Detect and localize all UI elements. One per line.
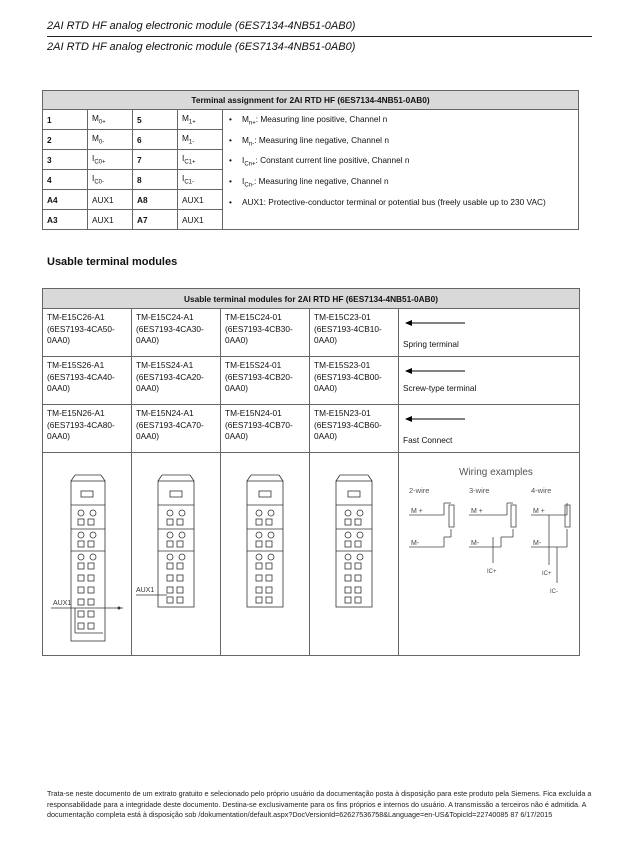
terminal-module-drawing [310, 453, 398, 653]
terminal-signal: $M_{0-}$ [88, 130, 133, 150]
terminal-signal: $I_{C0+}$ [88, 150, 133, 170]
terminal-signal: $I_{C1+}$ [178, 150, 223, 170]
module-drawing-cell [310, 453, 399, 656]
terminal-type-label: Screw-type terminal [403, 383, 477, 393]
terminal-type-label: Fast Connect [403, 435, 453, 445]
aux-label: AUX1 [53, 600, 72, 607]
terminal-signal: AUX1 [178, 210, 223, 230]
terminal-number: 8 [133, 170, 178, 190]
module-cell: TM-E15S24-01 (6ES7193-4CB20-0AA0) [221, 357, 310, 405]
m-plus-label: M + [533, 508, 545, 515]
terminal-number: 6 [133, 130, 178, 150]
terminal-signal: $I_{C0-}$ [88, 170, 133, 190]
ic-plus-label: IC+ [542, 571, 552, 577]
terminal-signal: $I_{C1-}$ [178, 170, 223, 190]
module-cell: TM-E15N24-01 (6ES7193-4CB70-0AA0) [221, 405, 310, 453]
terminal-number: 7 [133, 150, 178, 170]
ic-plus-label: IC+ [487, 569, 497, 575]
terminal-type-cell [399, 405, 580, 453]
arrow-left-icon [405, 319, 465, 327]
wire4-label: 4-wire [531, 486, 552, 495]
module-cell: TM-E15C24-A1 (6ES7193-4CA30-0AA0) [132, 309, 221, 357]
note-item: • $I_{Cn-}$: Measuring line negative, Channel n [229, 176, 572, 192]
terminal-number: 4 [43, 170, 88, 190]
terminal-signal: AUX1 [178, 190, 223, 210]
terminal-type-cell [399, 309, 580, 357]
terminal-assignment-table [42, 90, 579, 230]
wire3-label: 3-wire [469, 486, 490, 495]
terminal-number: A3 [43, 210, 88, 230]
note-item: • $M_{n-}$: Measuring line negative, Channel n [229, 135, 572, 151]
terminal-type-label: Spring terminal [403, 339, 459, 349]
note-item: • AUX1: Protective-conductor terminal or potential bus (freely usable up to 230 VAC) [229, 197, 572, 208]
module-cell: TM-E15S26-A1 (6ES7193-4CA40-0AA0) [43, 357, 132, 405]
module-cell: TM-E15N24-A1 (6ES7193-4CA70-0AA0) [132, 405, 221, 453]
module-drawing-cell [221, 453, 310, 656]
usable-modules-heading: Usable terminal modules [47, 256, 178, 268]
terminal-number: 5 [133, 110, 178, 130]
terminal-number: A4 [43, 190, 88, 210]
arrow-left-icon [405, 367, 465, 375]
page-header: 2AI RTD HF analog electronic module (6ES7134-4NB51-0AB0) [47, 20, 356, 32]
module-cell: TM-E15C23-01 (6ES7193-4CB10-0AA0) [310, 309, 399, 357]
terminal-number: 1 [43, 110, 88, 130]
terminal-number: 2 [43, 130, 88, 150]
terminal-module-drawing [132, 453, 220, 653]
note-item: • $M_{n+}$: Measuring line positive, Channel n [229, 114, 572, 130]
note-item: • $I_{Cn+}$: Constant current line positive, Channel n [229, 155, 572, 171]
module-cell: TM-E15N26-A1 (6ES7193-4CA80-0AA0) [43, 405, 132, 453]
module-cell: TM-E15S23-01 (6ES7193-4CB00-0AA0) [310, 357, 399, 405]
module-cell: TM-E15N23-01 (6ES7193-4CB60-0AA0) [310, 405, 399, 453]
terminal-notes [223, 110, 579, 230]
terminal-signal: $M_{1-}$ [178, 130, 223, 150]
wire2-label: 2-wire [409, 486, 430, 495]
module-cell: TM-E15S24-A1 (6ES7193-4CA20-0AA0) [132, 357, 221, 405]
arrow-left-icon [405, 415, 465, 423]
m-plus-label: M + [411, 508, 423, 515]
module-cell: TM-E15C24-01 (6ES7193-4CB30-0AA0) [221, 309, 310, 357]
terminal-number: 3 [43, 150, 88, 170]
aux-label: AUX1 [136, 587, 155, 594]
m-minus-label: M- [471, 540, 480, 547]
module-drawing-cell [43, 453, 132, 656]
modules-table-title: Usable terminal modules for 2AI RTD HF (6ES7134-4NB51-0AB0) [43, 289, 580, 309]
terminal-type-cell [399, 357, 580, 405]
section-subtitle: 2AI RTD HF analog electronic module (6ES7134-4NB51-0AB0) [47, 41, 356, 53]
wiring-examples-cell [399, 453, 580, 656]
header-rule [47, 36, 592, 37]
wiring-title: Wiring examples [459, 467, 533, 478]
m-minus-label: M- [533, 540, 542, 547]
m-minus-label: M- [411, 540, 420, 547]
module-cell: TM-E15C26-A1 (6ES7193-4CA50-0AA0) [43, 309, 132, 357]
terminal-module-drawing [43, 453, 131, 653]
terminal-module-drawing [221, 453, 309, 653]
ic-minus-label: IC- [550, 589, 558, 595]
terminal-signal: AUX1 [88, 190, 133, 210]
module-drawing-cell [132, 453, 221, 656]
terminal-signal: $M_{0+}$ [88, 110, 133, 130]
footer-disclaimer: Trata-se neste documento de um extrato gratuito e selecionado pelo próprio usuário da documentação posta à disposição para este produto pela Siemens. Fica excluída a responsabilidade para a integridade deste documento. Destina-se exclusivamente para os fins próprios e internos do usuário. A transmissão a terceiros não é admitida. A documentação completa está à disposição sob /dokumentation/default.aspx?DocVersionId=62627536758&Language=en-US&TopicId=22740085 87 6/17/2015 [47, 789, 592, 819]
terminal-number: A8 [133, 190, 178, 210]
wiring-examples-diagram [399, 453, 579, 653]
terminal-signal: AUX1 [88, 210, 133, 230]
terminal-table-title: Terminal assignment for 2AI RTD HF (6ES7134-4NB51-0AB0) [43, 91, 579, 110]
usable-modules-table [42, 288, 580, 656]
terminal-number: A7 [133, 210, 178, 230]
m-plus-label: M + [471, 508, 483, 515]
terminal-signal: $M_{1+}$ [178, 110, 223, 130]
